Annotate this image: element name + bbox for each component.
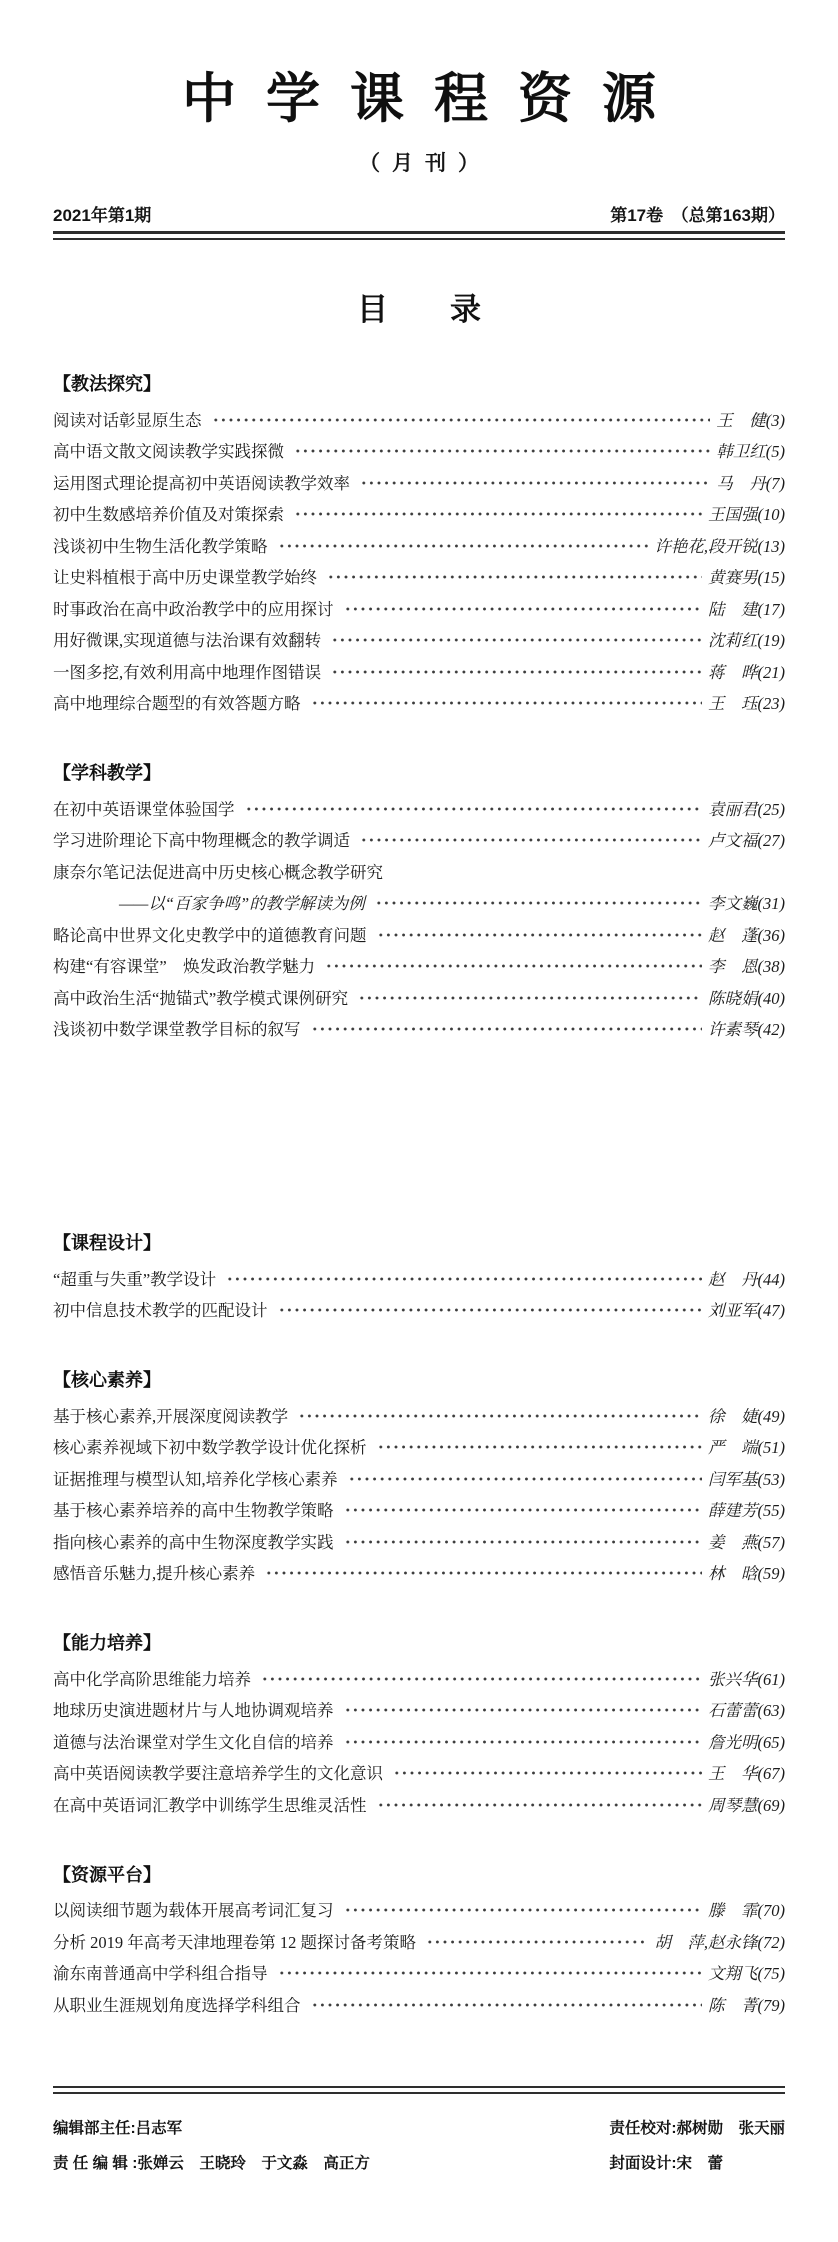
entry-author-page: 马 丹(7): [716, 473, 785, 493]
dot-leader: [212, 415, 711, 425]
entry-author-page: 沈莉红(19): [708, 631, 785, 651]
entry-title: 渝东南普通高中学科组合指导: [53, 1964, 268, 1984]
dot-leader: [393, 1768, 702, 1778]
toc-entry: [53, 1757, 785, 1789]
toc-entry: [53, 1662, 785, 1694]
entry-author-page: 卢文福(27): [708, 831, 785, 851]
dot-leader: [426, 1937, 648, 1947]
toc-entry: [53, 855, 785, 887]
entry-author-page: 张兴华(61): [708, 1669, 785, 1689]
cover-designer-line: 封面设计:宋 蕾: [609, 2155, 723, 2172]
dot-leader: [360, 478, 710, 488]
section-heading: 【核心素养】: [53, 1370, 161, 1390]
entry-author-page: 蒋 晔(21): [708, 662, 785, 682]
entry-title: 核心素养视域下初中数学教学设计优化探析: [53, 1438, 367, 1458]
toc-entry: [53, 1988, 785, 2020]
toc-entry: [53, 918, 785, 950]
entry-author-page: 闫军基(53): [708, 1469, 785, 1489]
entry-author-page: 赵 丹(44): [708, 1269, 785, 1289]
dot-leader: [331, 635, 702, 645]
toc-section: [53, 370, 785, 718]
entry-title: 初中生数感培养价值及对策探索: [53, 505, 284, 525]
entry-title: 基于核心素养,开展深度阅读教学: [53, 1406, 289, 1426]
toc-entry: [53, 403, 785, 435]
toc-section: [53, 1629, 785, 1820]
entry-author-page: 刘亚军(47): [708, 1301, 785, 1321]
toc-entry: [53, 887, 785, 919]
toc-entry: [53, 1694, 785, 1726]
entry-title: 高中英语阅读教学要注意培养学生的文化意识: [53, 1764, 383, 1784]
dot-leader: [344, 1537, 703, 1547]
entry-title: 略论高中世界文化史教学中的道德教育问题: [53, 925, 367, 945]
dot-leader: [298, 1411, 702, 1421]
section-entries: [53, 1262, 785, 1325]
toc-entry: [53, 1462, 785, 1494]
entry-author-page: 胡 萍,赵永锋(72): [654, 1932, 785, 1952]
dot-leader: [278, 541, 649, 551]
entry-title: 在高中英语词汇教学中训练学生思维灵活性: [53, 1795, 367, 1815]
toc-entry: [53, 655, 785, 687]
footer-left-column: [53, 2116, 370, 2173]
toc-section: [53, 1366, 785, 1588]
dot-leader: [311, 1024, 703, 1034]
toc-entry: [53, 1494, 785, 1526]
dot-leader: [331, 667, 702, 677]
entry-author-page: 周琴慧(69): [708, 1795, 785, 1815]
entry-author-page: 王 华(67): [708, 1764, 785, 1784]
entry-author-page: 赵 蓬(36): [708, 925, 785, 945]
section-entries: [53, 1399, 785, 1588]
dot-leader: [344, 1505, 703, 1515]
footer-right-column: [609, 2116, 785, 2173]
entry-title: 一图多挖,有效利用高中地理作图错误: [53, 662, 322, 682]
entry-title: 证据推理与模型认知,培养化学核心素养: [53, 1469, 338, 1489]
section-entries: [53, 1662, 785, 1820]
toc-entry: [53, 1431, 785, 1463]
toc-entry: [53, 466, 785, 498]
toc-sections: [53, 370, 785, 2020]
toc-entry: [53, 624, 785, 656]
dot-leader: [311, 698, 703, 708]
toc-entry: [53, 1525, 785, 1557]
dot-leader: [245, 804, 703, 814]
section-heading: 【能力培养】: [53, 1633, 161, 1653]
entry-title: 构建“有容课堂” 焕发政治教学魅力: [53, 957, 316, 977]
entry-author-page: 李文巍(31): [708, 894, 785, 914]
toc-entry: [53, 592, 785, 624]
section-entries: [53, 792, 785, 1044]
entry-title: 从职业生涯规划角度选择学科组合: [53, 1995, 301, 2015]
dot-leader: [377, 1800, 703, 1810]
entry-author-page: 滕 霏(70): [708, 1901, 785, 1921]
dot-leader: [377, 1442, 703, 1452]
entry-title: 康奈尔笔记法促进高中历史核心概念教学研究: [53, 862, 383, 882]
toc-entry: [53, 1013, 785, 1045]
entry-title: 阅读对话彰显原生态: [53, 410, 202, 430]
toc-entry: [53, 1557, 785, 1589]
entry-title: 学习进阶理论下高中物理概念的教学调适: [53, 831, 350, 851]
toc-entry: [53, 435, 785, 467]
issue-year-number: 2021年第1期: [53, 206, 152, 225]
toc-section: [53, 1861, 785, 2020]
entry-title: 基于核心素养培养的高中生物教学策略: [53, 1501, 334, 1521]
dot-leader: [344, 1737, 703, 1747]
entry-author-page: 许素琴(42): [708, 1020, 785, 1040]
toc-entry: [53, 824, 785, 856]
entry-title: 高中地理综合题型的有效答题方略: [53, 694, 301, 714]
section-entries: [53, 1894, 785, 2020]
toc-entry: [53, 529, 785, 561]
volume-number: 第17卷 （总第163期）: [610, 206, 785, 225]
journal-title: 中学课程资源: [182, 66, 686, 130]
dot-leader: [265, 1568, 702, 1578]
section-heading: 【学科教学】: [53, 763, 161, 783]
toc-entry: [53, 981, 785, 1013]
journal-subtitle: （月刊）: [359, 151, 491, 175]
toc-title: 目 录: [357, 292, 481, 327]
entry-title: 感悟音乐魅力,提升核心素养: [53, 1564, 256, 1584]
entry-title: 高中政治生活“抛锚式”教学模式课例研究: [53, 988, 349, 1008]
entry-title: 初中信息技术教学的匹配设计: [53, 1301, 268, 1321]
entry-title: 运用图式理论提高初中英语阅读教学效率: [53, 473, 350, 493]
issue-row: [53, 201, 785, 226]
entry-title: 用好微课,实现道德与法治课有效翻转: [53, 631, 322, 651]
responsible-editors-line: 责 任 编 辑 :张婵云 王晓玲 于文淼 高正方: [53, 2155, 370, 2172]
entry-author-page: 陈 菁(79): [708, 1995, 785, 2015]
footer: [53, 2086, 785, 2173]
toc-entry: [53, 498, 785, 530]
entry-author-page: 韩卫红(5): [716, 442, 785, 462]
toc-section: [53, 1229, 785, 1325]
header-double-rule: [53, 231, 785, 240]
entry-author-page: 林 晗(59): [708, 1564, 785, 1584]
dot-leader: [344, 1905, 703, 1915]
dot-leader: [344, 1705, 703, 1715]
dot-leader: [294, 446, 710, 456]
dot-leader: [325, 961, 702, 971]
entry-author-page: 文翔飞(75): [708, 1964, 785, 1984]
dot-leader: [261, 1674, 702, 1684]
entry-title: 浅谈初中数学课堂教学目标的叙写: [53, 1020, 301, 1040]
section-heading: 【资源平台】: [53, 1864, 161, 1885]
entry-author-page: 詹光明(65): [708, 1732, 785, 1752]
toc-entry: [53, 1957, 785, 1989]
toc-entry: [53, 1262, 785, 1294]
entry-title: 浅谈初中生物生活化教学策略: [53, 536, 268, 556]
toc-entry: [53, 561, 785, 593]
dot-leader: [348, 1474, 702, 1484]
entry-author-page: 薛建芳(55): [708, 1501, 785, 1521]
entry-author-page: 黄赛男(15): [708, 568, 785, 588]
entry-title: 在初中英语课堂体验国学: [53, 799, 235, 819]
toc-entry: [53, 1925, 785, 1957]
section-heading: 【教法探究】: [53, 374, 161, 394]
footer-double-rule: [53, 2086, 785, 2094]
dot-leader: [360, 835, 702, 845]
section-entries: [53, 403, 785, 718]
entry-title: 高中化学高阶思维能力培养: [53, 1669, 251, 1689]
dot-leader: [278, 1305, 703, 1315]
dot-leader: [294, 509, 702, 519]
dot-leader: [278, 1968, 703, 1978]
entry-author-page: 袁丽君(25): [708, 799, 785, 819]
entry-author-page: 姜 燕(57): [708, 1532, 785, 1552]
entry-author-page: 陈晓娟(40): [708, 988, 785, 1008]
dot-leader: [327, 572, 702, 582]
dot-leader: [344, 604, 703, 614]
entry-title: 指向核心素养的高中生物深度教学实践: [53, 1532, 334, 1552]
entry-title: “超重与失重”教学设计: [53, 1269, 217, 1289]
toc-entry: [53, 1725, 785, 1757]
toc-entry: [53, 1399, 785, 1431]
entry-author-page: 陆 建(17): [708, 599, 785, 619]
toc-entry: [53, 950, 785, 982]
dot-leader: [375, 898, 702, 908]
proofreaders-line: 责任校对:郝树勋 张天丽: [609, 2120, 785, 2137]
entry-title: 分析 2019 年高考天津地理卷第 12 题探讨备考策略: [53, 1932, 416, 1952]
entry-title: ——以“百家争鸣”的教学解读为例: [119, 894, 365, 914]
entry-author-page: 王 珏(23): [708, 694, 785, 714]
entry-author-page: 王国强(10): [708, 505, 785, 525]
entry-title: 以阅读细节题为载体开展高考词汇复习: [53, 1901, 334, 1921]
dot-leader: [226, 1274, 702, 1284]
section-heading: 【课程设计】: [53, 1233, 161, 1253]
entry-author-page: 石蕾蕾(63): [708, 1701, 785, 1721]
entry-title: 地球历史演进题材片与人地协调观培养: [53, 1701, 334, 1721]
toc-entry: [53, 1894, 785, 1926]
entry-title: 时事政治在高中政治教学中的应用探讨: [53, 599, 334, 619]
dot-leader: [311, 2000, 703, 2010]
editorial-director-line: 编辑部主任:吕志军: [53, 2120, 183, 2137]
footer-staff-rows: [53, 2116, 785, 2173]
entry-title: 让史料植根于高中历史课堂教学始终: [53, 568, 317, 588]
toc-entry: [53, 792, 785, 824]
entry-title: 高中语文散文阅读教学实践探微: [53, 442, 284, 462]
toc-section: [53, 759, 785, 1044]
entry-author-page: 徐 婕(49): [708, 1406, 785, 1426]
toc-entry: [53, 687, 785, 719]
entry-author-page: 许艳花,段开锐(13): [654, 536, 785, 556]
entry-author-page: 严 端(51): [708, 1438, 785, 1458]
dot-leader: [358, 993, 702, 1003]
toc-entry: [53, 1788, 785, 1820]
dot-leader: [377, 930, 703, 940]
entry-title: 道德与法治课堂对学生文化自信的培养: [53, 1732, 334, 1752]
entry-author-page: 王 健(3): [716, 410, 785, 430]
toc-entry: [53, 1294, 785, 1326]
entry-author-page: 李 恩(38): [708, 957, 785, 977]
